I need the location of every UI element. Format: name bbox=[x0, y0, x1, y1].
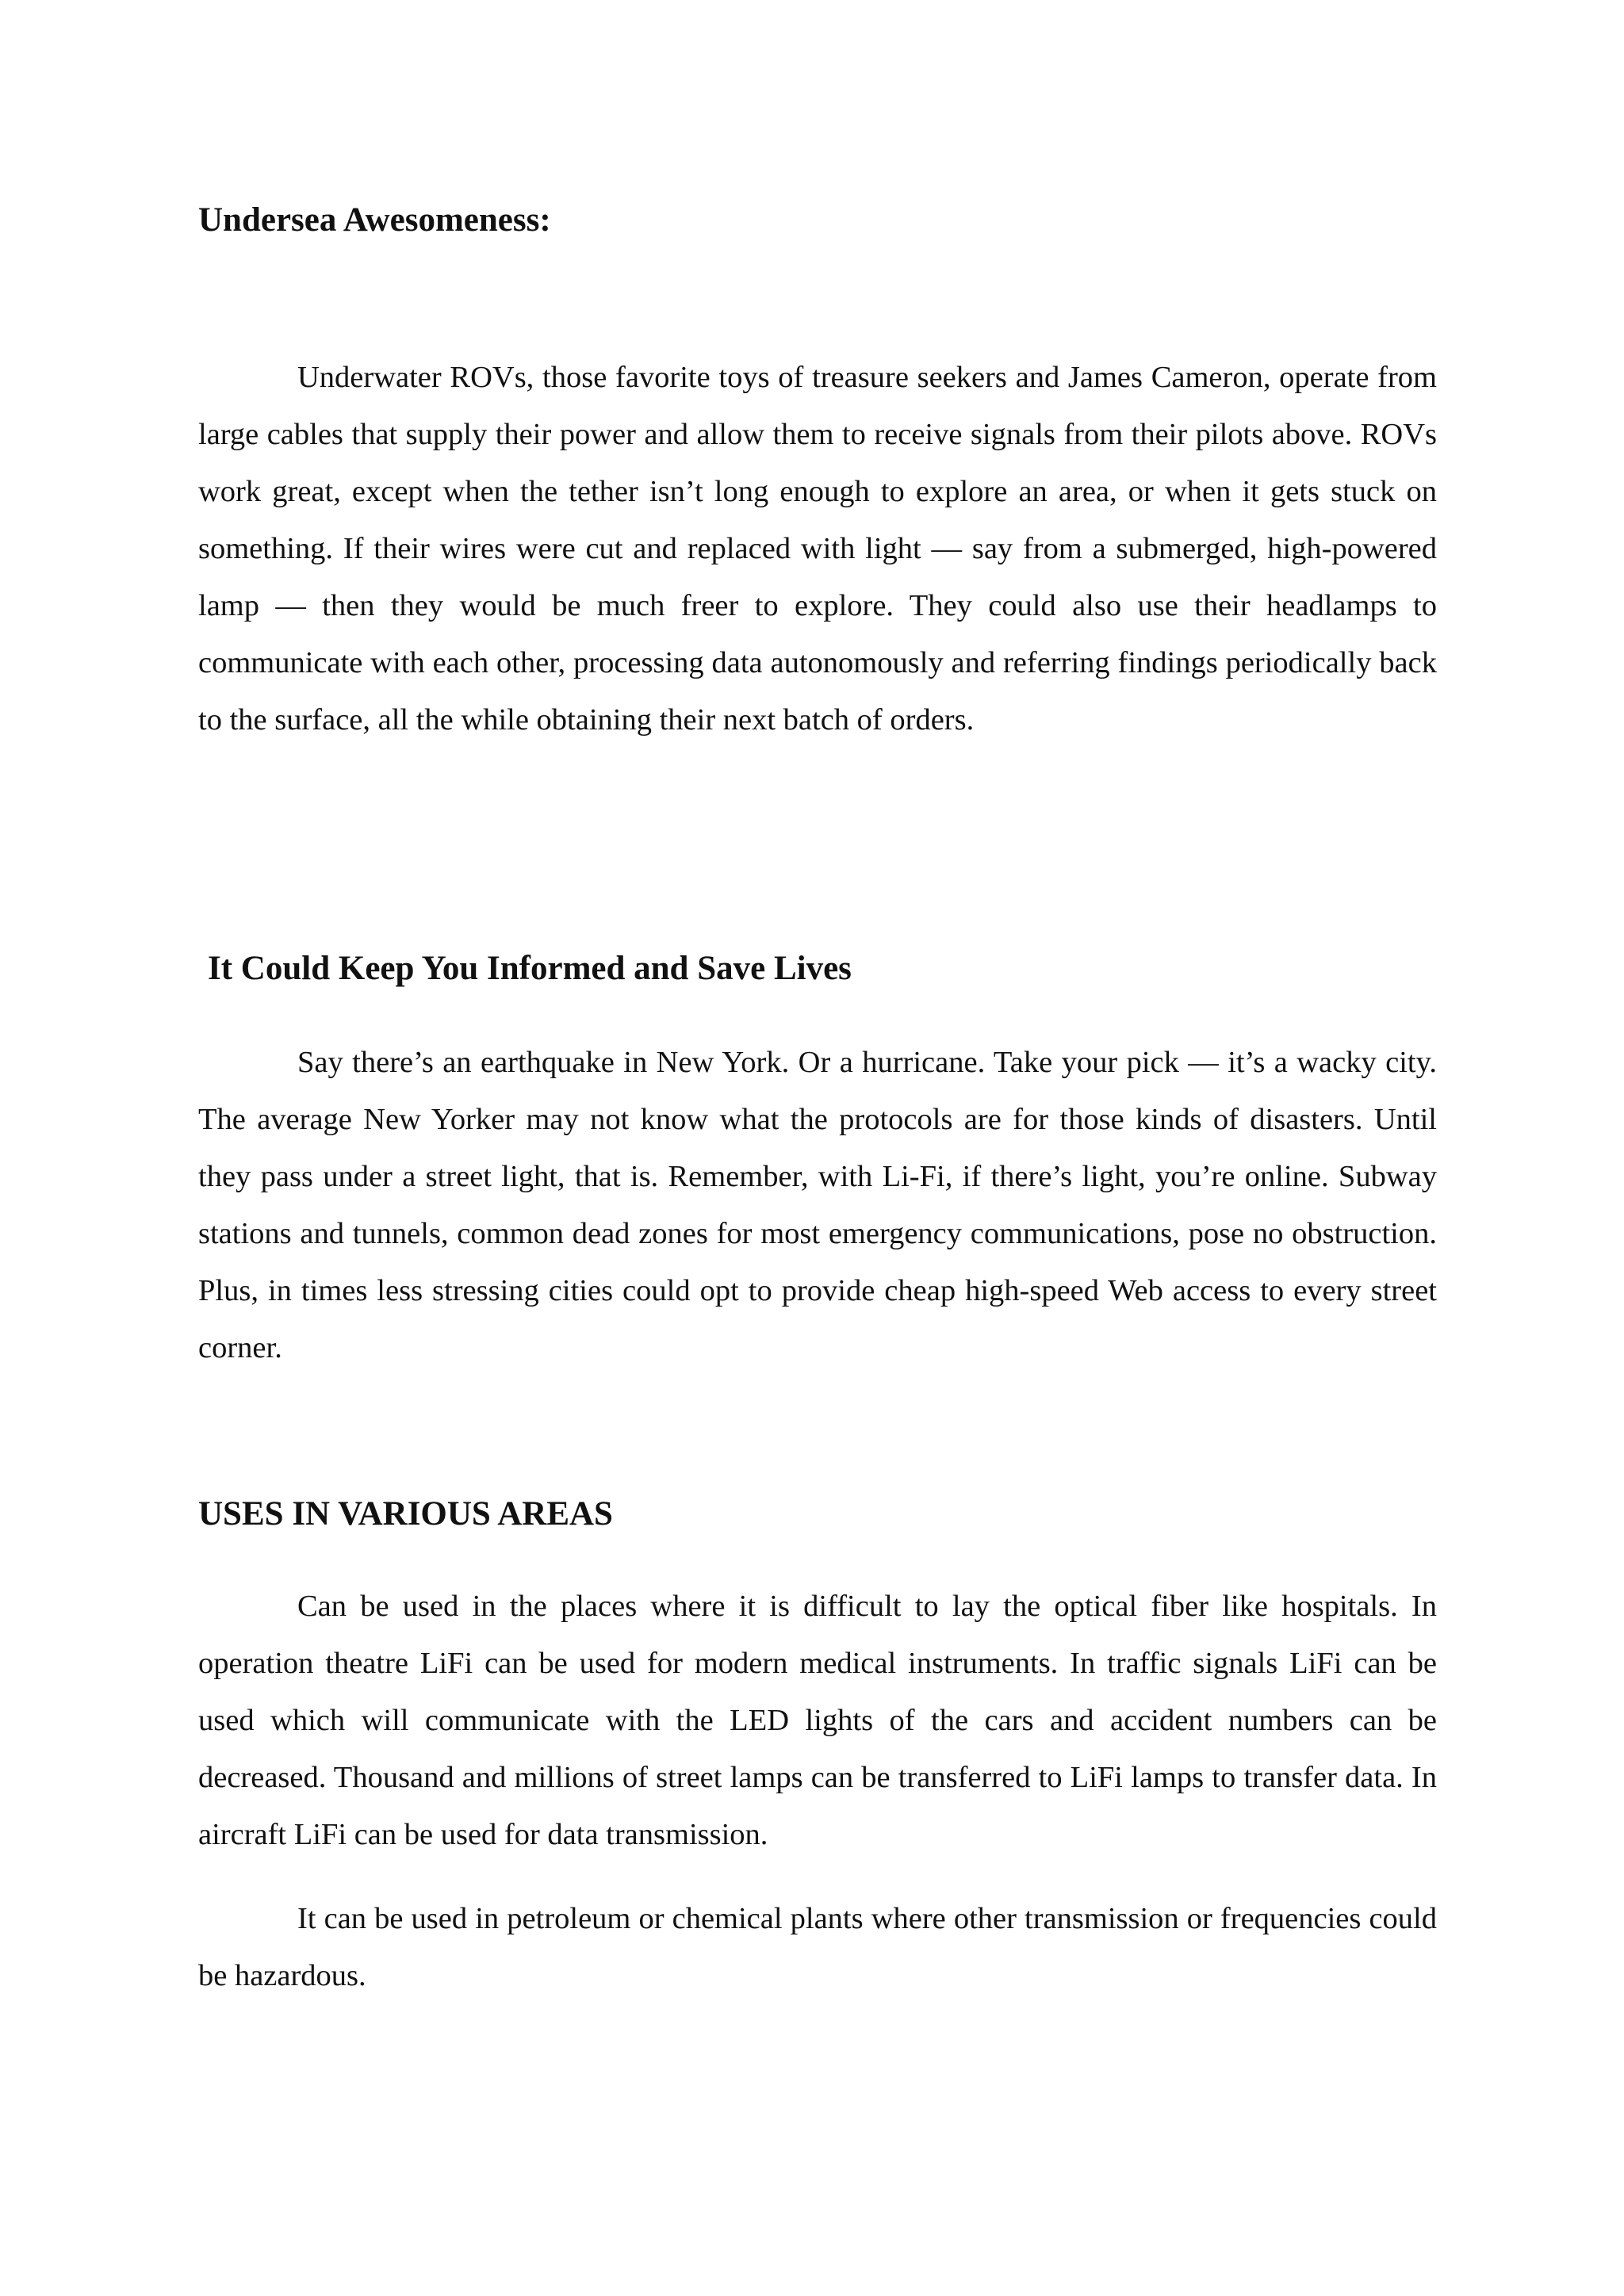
heading-undersea-awesomeness: Undersea Awesomeness: bbox=[198, 201, 551, 239]
paragraph-uses-hospitals-traffic: Can be used in the places where it is difficult to lay the optical fiber like hospitals. In operation theatre LiFi can be used for modern medical instruments. In traffic signals LiFi can be used which will communicate with the LED lights of the cars and accident numbers can be decreased. Thousand and millions of street lamps can be transferred to LiFi lamps to transfer data. In aircraft LiFi can be used for data transmission. bbox=[198, 1590, 1437, 1851]
paragraph-undersea-rovs: Underwater ROVs, those favorite toys of treasure seekers and James Cameron, operate from large cables that supply their power and allow them to receive signals from their pilots above. ROVs work great, except when the tether isn’t long enough to explore an area, or when it gets stuck on something. If their wires were cut and replaced with light — say from a submerged, high-powered lamp — then they would be much freer to explore. They could also use their headlamps to communicate with each other, processing data autonomously and referring findings periodically back to the surface, all the while obtaining their next batch of orders. bbox=[198, 361, 1437, 737]
heading-uses-in-various-areas: USES IN VARIOUS AREAS bbox=[198, 1495, 613, 1533]
paragraph-earthquake-new-york: Say there’s an earthquake in New York. Or a hurricane. Take your pick — it’s a wacky city. The average New Yorker may not know what the protocols are for those kinds of disasters. Until they pass under a street light, that is. Remember, with Li-Fi, if there’s light, you’re online. Subway stations and tunnels, common dead zones for most emergency communications, pose no obstruction. Plus, in times less stressing cities could opt to provide cheap high-speed Web access to every street corner. bbox=[198, 1046, 1437, 1364]
document-page bbox=[198, 0, 1437, 2296]
heading-keep-you-informed: It Could Keep You Informed and Save Lives bbox=[208, 950, 852, 987]
paragraph-uses-petroleum-plants: It can be used in petroleum or chemical plants where other transmission or frequencies could be hazardous. bbox=[198, 1902, 1437, 1992]
